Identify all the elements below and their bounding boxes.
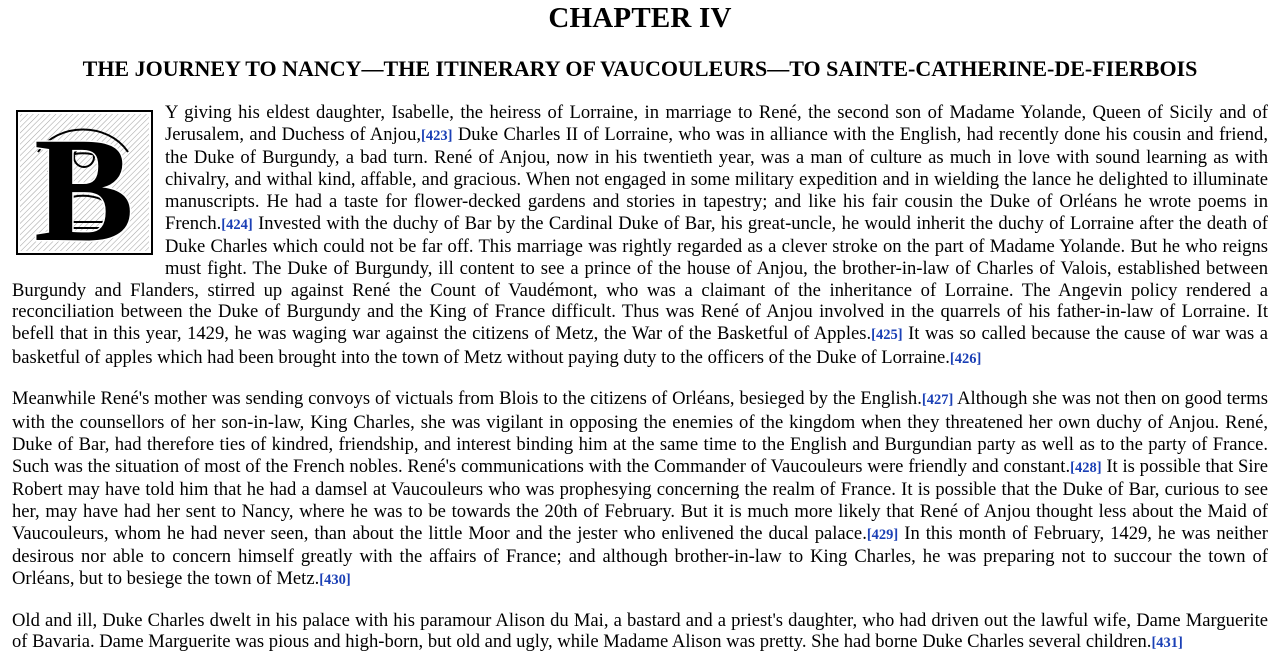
footnote-link[interactable]: [431] [1151,635,1183,652]
paragraph-content [12,388,1268,589]
body-text: Although she was not then on good terms with the counsellors of her son-in-law, King Charles, she was vigilant in opposing the enemies of the kingdom when they threatened her own duchy of Anjou. René, Duke of Bar, had therefore ties of kindred, friendship, and interest binding him at the same time to the English and Burgundian party as well as to the party of France. Such was the situation of most of the French nobles. René's communications with the Commander of Vaucouleurs were friendly and constant. [12,388,1268,477]
chapter-subtitle: THE JOURNEY TO NANCY—THE ITINERARY OF VAUCOULEURS—TO SAINTE-CATHERINE-DE-FIERBOIS [82,56,1198,81]
body-text: It is possible that Sire Robert may have told him that he had a damsel at Vaucouleurs who was prophesying concerning the realm of France. It is possible that the Duke of Bar, curious to see her, may have had her sent to Nancy, where he was to be towards the 20th of February. But it is much more likely that René of Anjou thought less about the Maid of Vaucouleurs, whom he had never seen, than about the little Moor and the jester who enlivened the ducal palace. [12,455,1268,544]
footnote-link[interactable]: [428] [1070,459,1102,476]
paragraph-content [12,102,1268,368]
dropcap-letter: B [33,112,135,253]
body-text: In this month of February, 1429, he was neither desirous nor able to concern himself greatly with the affairs of France; and although brother-in-law to King Charles, he was preparing not to succour the town of Orléans, but to besiege the town of Metz. [12,522,1268,590]
footnote-link[interactable]: [425] [871,327,903,344]
footnote-link[interactable]: [430] [319,572,351,589]
chapter-body [12,102,1268,655]
body-text: Old and ill, Duke Charles dwelt in his palace with his paramour Alison du Mai, a bastard and a priest's daughter, who had driven out the lawful wife, Dame Marguerite of Bavaria. Dame Marguerite was pious and high-born, but old and ugly, while Madame Alison was pretty. She had borne Duke Charles several children. [12,609,1268,653]
footnote-link[interactable]: [424] [221,216,253,233]
paragraph-1 [12,102,1268,370]
paragraph-3 [12,610,1268,655]
body-text: Invested with the duchy of Bar by the Cardinal Duke of Bar, his great-uncle, he would inherit the duchy of Lorraine after the death of Duke Charles which could not be far off. This marriage was rightly regarded as a clever stroke on the part of Madame Yolande. But he who reigns must fight. The Duke of Burgundy, ill content to see a prince of the house of Anjou, the brother-in-law of Charles of Valois, established between Burgundy and Flanders, stirred up against René the Count of Vaudémont, who was a claimant of the inheritance of Lorraine. The Angevin policy rendered a reconciliation between the Duke of Burgundy and the King of France difficult. Thus was René of Anjou involved in the quarrels of his father-in-law of Lorraine. It befell that in this year, 1429, he was waging war against the citizens of Metz, the War of the Basketful of Apples. [12,212,1268,345]
body-text: Y giving his eldest daughter, Isabelle, the heiress of Lorraine, in marriage to René, the second son of Madame Yolande, Queen of Sicily and of Jerusalem, and Duchess of Anjou, [165,102,1268,145]
paragraph-content [12,610,1268,653]
body-text: Meanwhile René's mother was sending convoys of victuals from Blois to the citizens of Orléans, besieged by the English. [12,388,922,410]
paragraph-2 [12,388,1268,591]
decorative-dropcap-b [16,110,153,255]
chapter-title: CHAPTER IV [548,2,732,34]
footnote-link[interactable]: [427] [921,392,954,409]
footnote-link[interactable]: [426] [949,350,982,367]
footnote-link[interactable]: [423] [421,127,453,144]
body-text: It was so called because the cause of war was a basketful of apples which had been brought into the town of Metz without paying duty to the officers of the Duke of Lorraine. [12,323,1268,368]
footnote-link[interactable]: [429] [866,526,899,543]
body-text: Duke Charles II of Lorraine, who was in alliance with the English, had recently done his cousin and friend, the Duke of Burgundy, a bad turn. René of Anjou, now in his twentieth year, was a man of culture as much in love with sound learning as with chivalry, and withal kind, affable, and gracious. When not engaged in some military expedition and in wielding the lance he delighted to illuminate manuscripts. He had a taste for flower-decked gardens and stories in tapestry; and like his fair cousin the Duke of Orléans he wrote poems in French. [165,123,1269,234]
